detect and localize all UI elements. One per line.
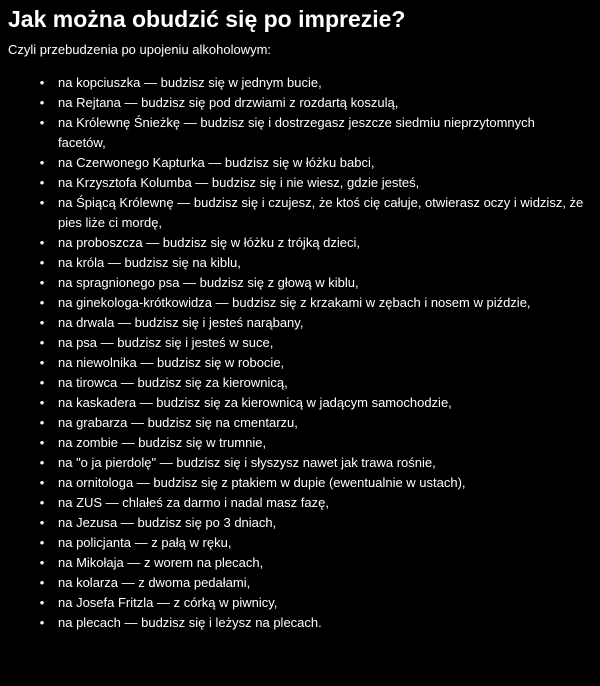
bullet-icon: •	[39, 275, 45, 290]
bullet-icon: •	[39, 515, 45, 530]
bullet-icon: •	[39, 535, 45, 550]
bullet-icon: •	[39, 295, 45, 310]
list-item-text: na Mikołaja — z worem na plecach,	[58, 555, 264, 570]
bullet-icon: •	[39, 355, 45, 370]
list-item-text: na kolarza — z dwoma pedałami,	[58, 575, 251, 590]
bullet-icon: •	[39, 495, 45, 510]
list-item-text: na ginekologa-krótkowidza — budzisz się z krzakami w zębach i nosem w piździe,	[58, 295, 531, 310]
list-item-text: na Czerwonego Kapturka — budzisz się w łóżku babci,	[58, 155, 375, 170]
bullet-icon: •	[39, 475, 45, 490]
bullet-icon: •	[39, 395, 45, 410]
bullet-icon: •	[39, 315, 45, 330]
list-item	[8, 493, 592, 513]
list-item	[8, 313, 592, 333]
list-item-text: na Josefa Fritzla — z córką w piwnicy,	[58, 595, 278, 610]
list-item	[8, 533, 592, 553]
list-item-text: na tirowca — budzisz się za kierownicą,	[58, 375, 288, 390]
list-item	[8, 473, 592, 493]
list-item	[8, 353, 592, 373]
bullet-icon: •	[39, 435, 45, 450]
list-item-text: na zombie — budzisz się w trumnie,	[58, 435, 267, 450]
bullet-icon: •	[39, 115, 45, 130]
list-item	[8, 513, 592, 533]
list-item-text: na "o ja pierdolę" — budzisz się i słyszysz nawet jak trawa rośnie,	[58, 455, 436, 470]
list-item-text: na kaskadera — budzisz się za kierownicą w jadącym samochodzie,	[58, 395, 452, 410]
list-item-text: na drwala — budzisz się i jesteś narąbany,	[58, 315, 304, 330]
list-item	[8, 553, 592, 573]
list-item	[8, 453, 592, 473]
list-item-text: na proboszcza — budzisz się w łóżku z trójką dzieci,	[58, 235, 361, 250]
list-item-text: na ZUS — chlałeś za darmo i nadal masz fazę,	[58, 495, 329, 510]
list-item	[8, 173, 592, 193]
bullet-icon: •	[39, 195, 45, 210]
list-item	[8, 413, 592, 433]
bullet-icon: •	[39, 595, 45, 610]
bullet-icon: •	[39, 255, 45, 270]
bullet-icon: •	[39, 75, 45, 90]
list-item	[8, 373, 592, 393]
bullet-icon: •	[39, 575, 45, 590]
list-item-text: na Królewnę Śnieżkę — budzisz się i dostrzegasz jeszcze siedmiu nieprzytomnych facetów,	[58, 115, 535, 150]
bullet-icon: •	[39, 175, 45, 190]
bullet-icon: •	[39, 455, 45, 470]
page-title: Jak można obudzić się po imprezie?	[8, 6, 406, 32]
bullet-icon: •	[39, 335, 45, 350]
list-item	[8, 233, 592, 253]
bullet-icon: •	[39, 235, 45, 250]
list-item	[8, 273, 592, 293]
bullet-icon: •	[39, 155, 45, 170]
list-item-text: na kopciuszka — budzisz się w jednym bucie,	[58, 75, 322, 90]
list-item	[8, 193, 592, 233]
list-item	[8, 573, 592, 593]
bullet-icon: •	[39, 615, 45, 630]
list-item-text: na plecach — budzisz się i leżysz na plecach.	[58, 615, 322, 630]
list-item	[8, 253, 592, 273]
wake-up-list	[8, 73, 592, 633]
list-item-text: na psa — budzisz się i jesteś w suce,	[58, 335, 274, 350]
list-item-text: na grabarza — budzisz się na cmentarzu,	[58, 415, 298, 430]
list-item-text: na Jezusa — budzisz się po 3 dniach,	[58, 515, 277, 530]
bullet-icon: •	[39, 415, 45, 430]
list-item	[8, 293, 592, 313]
list-item-text: na niewolnika — budzisz się w robocie,	[58, 355, 285, 370]
list-item	[8, 333, 592, 353]
list-item	[8, 153, 592, 173]
list-item	[8, 73, 592, 93]
list-item-text: na policjanta — z pałą w ręku,	[58, 535, 232, 550]
bullet-icon: •	[39, 555, 45, 570]
list-item	[8, 113, 592, 153]
list-item-text: na Rejtana — budzisz się pod drzwiami z rozdartą koszulą,	[58, 95, 399, 110]
list-item	[8, 613, 592, 633]
list-item	[8, 593, 592, 613]
list-item-text: na spragnionego psa — budzisz się z głową w kiblu,	[58, 275, 359, 290]
list-item	[8, 93, 592, 113]
bullet-icon: •	[39, 375, 45, 390]
bullet-icon: •	[39, 95, 45, 110]
list-item-text: na Krzysztofa Kolumba — budzisz się i nie wiesz, gdzie jesteś,	[58, 175, 420, 190]
list-item	[8, 433, 592, 453]
list-item-text: na Śpiącą Królewnę — budzisz się i czujesz, że ktoś cię całuje, otwierasz oczy i widzisz, że pies liże ci mordę,	[58, 195, 584, 230]
list-item-text: na ornitologa — budzisz się z ptakiem w dupie (ewentualnie w ustach),	[58, 475, 466, 490]
list-item	[8, 393, 592, 413]
list-item-text: na króla — budzisz się na kiblu,	[58, 255, 241, 270]
subtitle: Czyli przebudzenia po upojeniu alkoholowym:	[8, 42, 272, 57]
